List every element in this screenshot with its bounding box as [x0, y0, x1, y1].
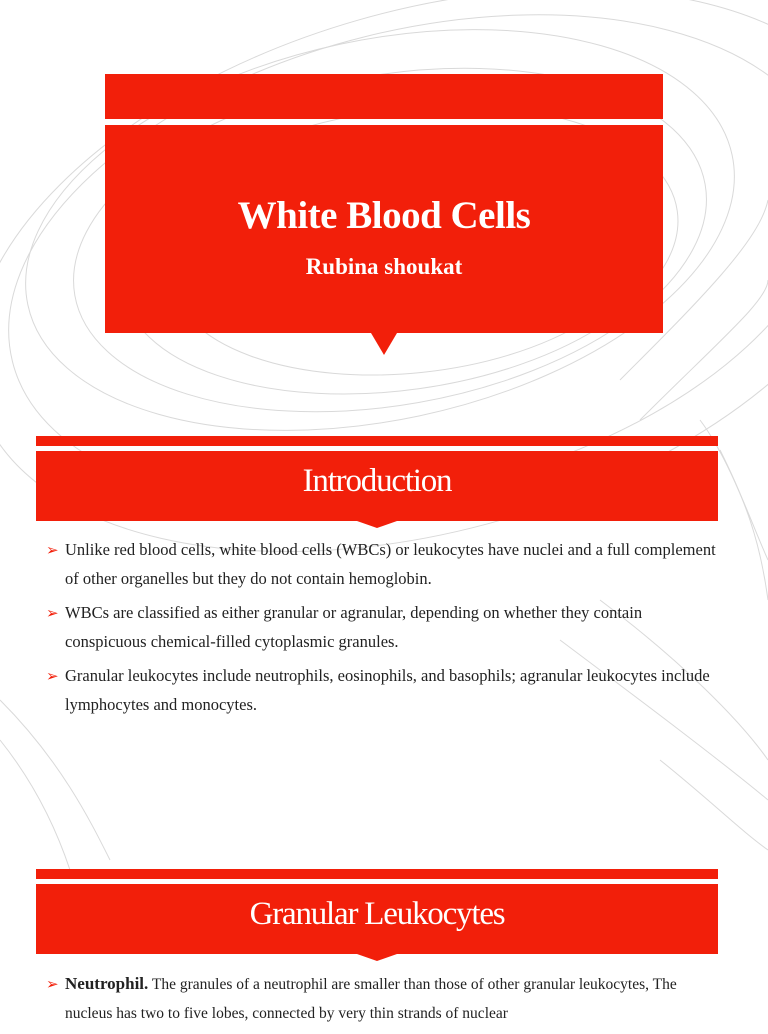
slide-title: White Blood Cells [237, 194, 531, 237]
list-item [46, 970, 716, 1028]
section-heading: Granular Leukocytes [249, 896, 505, 932]
slide-author: Rubina shoukat [305, 254, 463, 279]
arrow-bullet-icon: ➢ [46, 604, 59, 622]
section-heading: Introduction [302, 463, 452, 499]
bullet-text: WBCs are classified as either granular or agranular, depending on whether they contain conspicuous chemical-filled cytoplasmic granules. [65, 603, 643, 651]
bullet-list [46, 970, 716, 1034]
arrow-bullet-icon: ➢ [46, 541, 59, 559]
bullet-text: The granules of a neutrophil are smaller than those of other granular leukocytes, The nucleus has two to five lobes, connected by very thin strands of nuclear [65, 976, 677, 1022]
section-notch [357, 954, 397, 961]
arrow-bullet-icon: ➢ [46, 975, 59, 993]
section-accent-strip [36, 869, 718, 879]
arrow-bullet-icon: ➢ [46, 667, 59, 685]
bullet-text: Unlike red blood cells, white blood cells (WBCs) or leukocytes have nuclei and a full complement of other organelles but they do not contain hemoglobin. [65, 540, 716, 588]
bullet-term: Neutrophil. [65, 974, 149, 993]
bullet-text: Granular leukocytes include neutrophils, eosinophils, and basophils; agranular leukocytes include lymphocytes and monocytes. [65, 666, 710, 714]
